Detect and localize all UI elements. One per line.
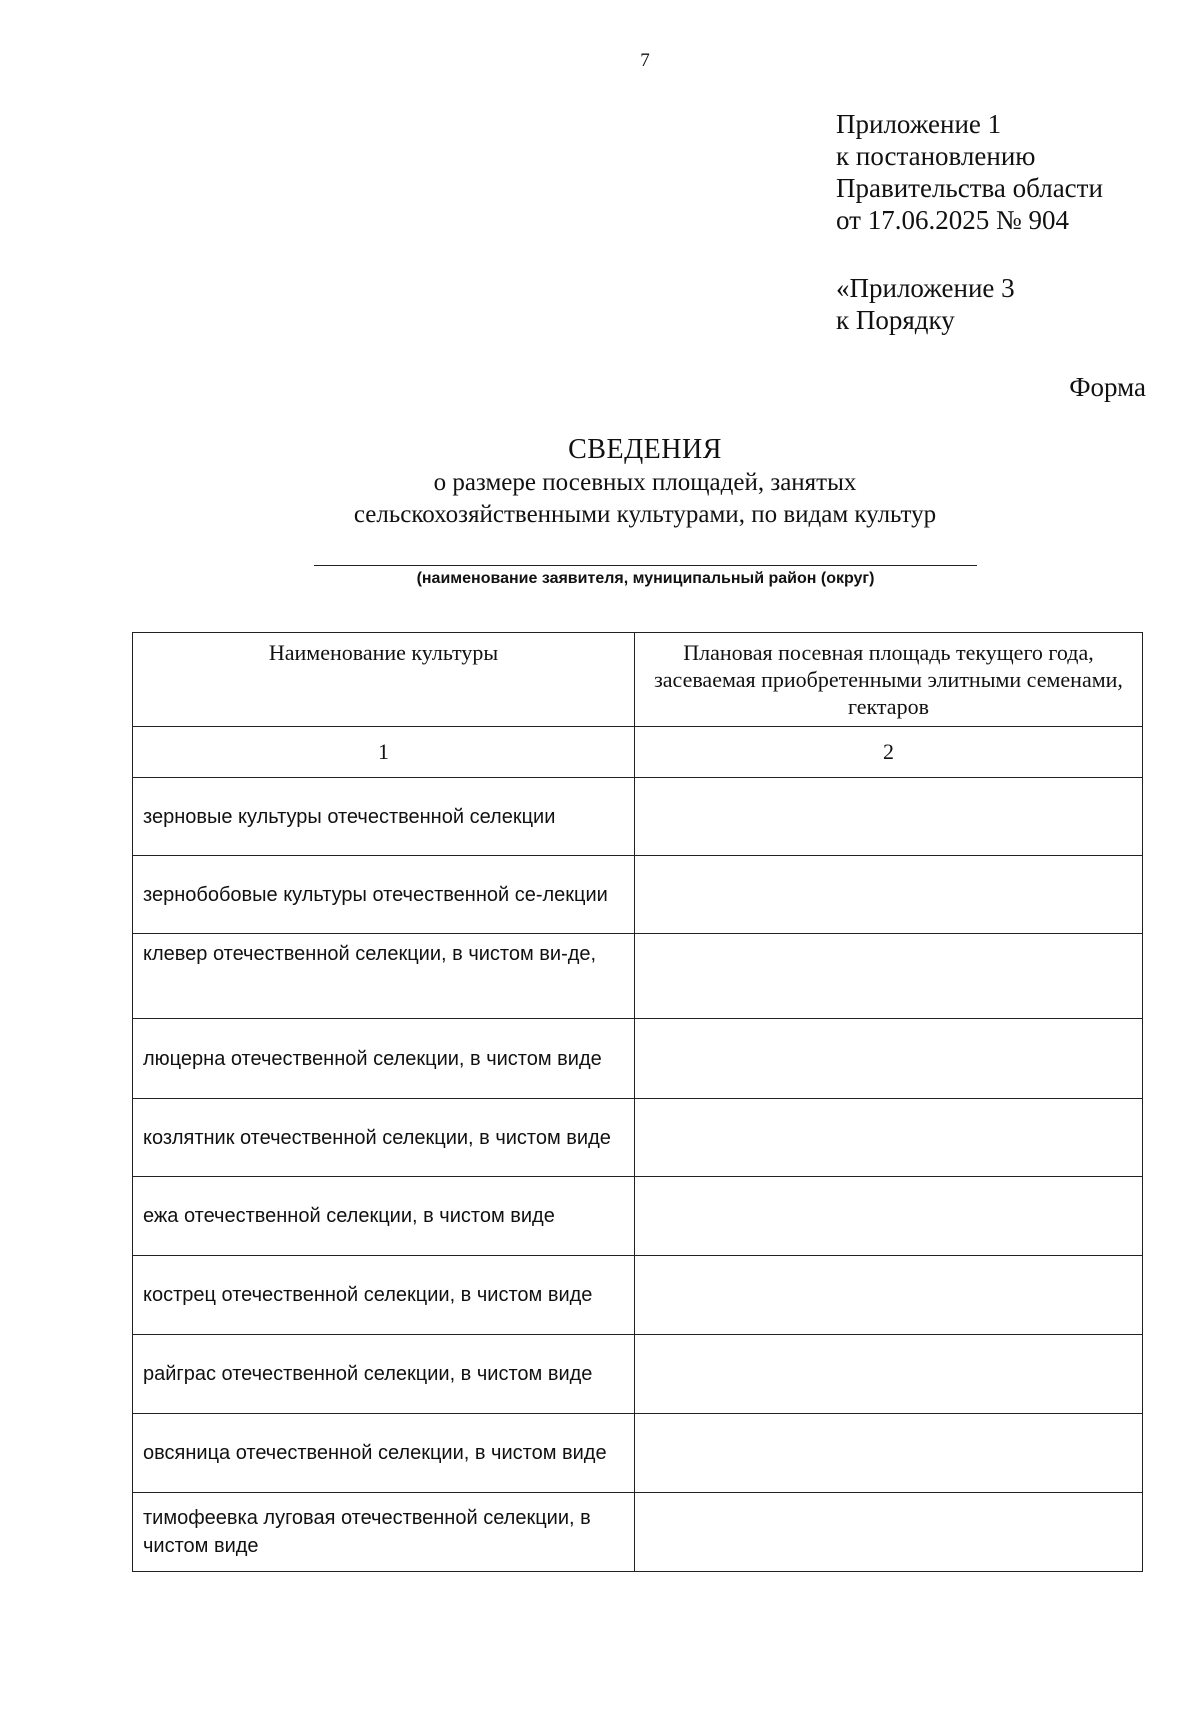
crop-name-cell: овсяница отечественной селекции, в чистом виде [133, 1414, 635, 1493]
crop-name-cell: козлятник отечественной селекции, в чистом виде [133, 1099, 635, 1177]
crop-area-cell[interactable] [635, 1414, 1143, 1493]
table-row [133, 1414, 1143, 1493]
table-row [133, 1099, 1143, 1177]
table-header-row [133, 633, 1143, 727]
table-row [133, 1019, 1143, 1099]
page-number: 7 [640, 50, 650, 71]
applicant-name-line [314, 565, 977, 566]
crop-name-cell: кострец отечественной селекции, в чистом виде [133, 1256, 635, 1335]
crop-area-cell[interactable] [635, 1019, 1143, 1099]
header-planned-area: Плановая посевная площадь текущего года, засеваемая приобретенными элитными семенами, гектаров [635, 633, 1143, 727]
table-row [133, 1493, 1143, 1572]
form-label: Форма [1069, 372, 1146, 402]
crop-area-cell[interactable] [635, 778, 1143, 856]
crop-area-cell[interactable] [635, 934, 1143, 1019]
crop-area-cell[interactable] [635, 1335, 1143, 1414]
sub-appendix-line-1: «Приложение 3 [836, 273, 1015, 303]
crops-table [132, 632, 1143, 1572]
header-crop-name: Наименование культуры [133, 633, 635, 727]
crop-name-cell: тимофеевка луговая отечественной селекции, в чистом виде [133, 1493, 635, 1572]
crop-area-cell[interactable] [635, 1099, 1143, 1177]
crop-area-cell[interactable] [635, 1256, 1143, 1335]
crop-area-cell[interactable] [635, 1177, 1143, 1256]
title-block [0, 433, 1200, 531]
table-row [133, 856, 1143, 934]
table-row [133, 1335, 1143, 1414]
crop-name-cell: райграс отечественной селекции, в чистом виде [133, 1335, 635, 1414]
appendix-line-1: Приложение 1 [836, 109, 1002, 139]
appendix-line-3: Правительства области [836, 173, 1103, 203]
crop-name-cell: люцерна отечественной селекции, в чистом виде [133, 1019, 635, 1099]
crop-area-cell[interactable] [635, 856, 1143, 934]
column-number-1: 1 [133, 727, 635, 778]
appendix-line-4: от 17.06.2025 № 904 [836, 205, 1069, 235]
table-row [133, 1177, 1143, 1256]
document-subtitle-line-2: сельскохозяйственными культурами, по видам культур [353, 501, 937, 528]
crop-name-cell: зернобобовые культуры отечественной се-лекции [133, 856, 635, 934]
document-title: СВЕДЕНИЯ [568, 434, 722, 465]
sub-appendix-line-2: к Порядку [836, 305, 955, 335]
appendix-gap [836, 236, 1103, 272]
crop-area-cell[interactable] [635, 1493, 1143, 1572]
column-number-2: 2 [635, 727, 1143, 778]
crop-name-cell: клевер отечественной селекции, в чистом ви-де, [133, 934, 635, 1019]
appendix-block [836, 108, 1103, 336]
table-row [133, 1256, 1143, 1335]
applicant-caption: (наименование заявителя, муниципальный район (округ) [416, 570, 875, 587]
table-row [133, 934, 1143, 1019]
crop-name-cell: зерновые культуры отечественной селекции [133, 778, 635, 856]
crop-name-cell: ежа отечественной селекции, в чистом виде [133, 1177, 635, 1256]
table-row [133, 778, 1143, 856]
table-column-numbers-row [133, 727, 1143, 778]
document-subtitle-line-1: о размере посевных площадей, занятых [433, 469, 857, 496]
appendix-line-2: к постановлению [836, 141, 1036, 171]
